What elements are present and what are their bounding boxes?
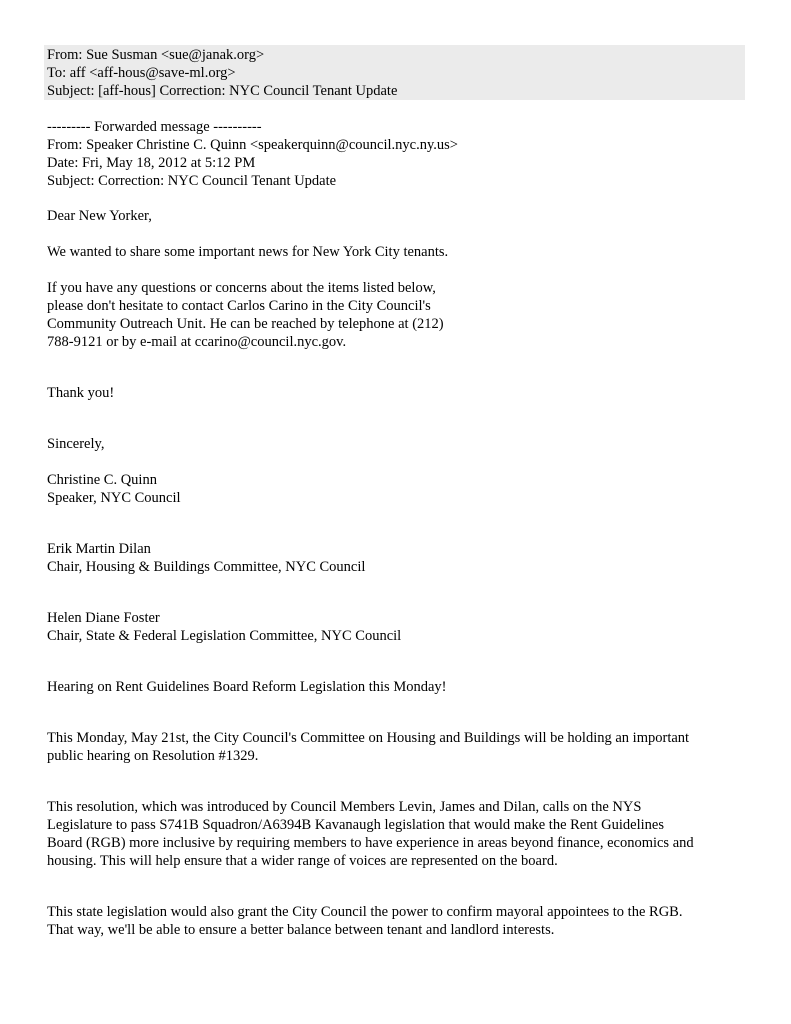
contact-line: If you have any questions or concerns about the items listed below, xyxy=(47,280,436,296)
header-from: From: Sue Susman <sue@janak.org> xyxy=(47,47,265,63)
contact-line: 788-9121 or by e-mail at ccarino@council.nyc.gov. xyxy=(47,334,347,350)
thanks: Thank you! xyxy=(47,385,115,401)
email-header xyxy=(44,45,745,100)
forwarded-separator: --------- Forwarded message ---------- xyxy=(47,119,262,135)
contact-line: Community Outreach Unit. He can be reached by telephone at (212) xyxy=(47,316,444,332)
contact-line: please don't hesitate to contact Carlos Carino in the City Council's xyxy=(47,298,431,314)
hearing-line: This Monday, May 21st, the City Council's Committee on Housing and Buildings will be holding an important xyxy=(47,730,690,746)
resolution-line: Legislature to pass S741B Squadron/A6394B Kavanaugh legislation that would make the Rent Guidelines xyxy=(47,817,664,833)
state-legislation-line: That way, we'll be able to ensure a better balance between tenant and landlord interests. xyxy=(47,922,555,938)
resolution-line: This resolution, which was introduced by Council Members Levin, James and Dilan, calls on the NYS xyxy=(47,799,642,815)
intro-paragraph: We wanted to share some important news for New York City tenants. xyxy=(47,244,449,260)
forwarded-from: From: Speaker Christine C. Quinn <speakerquinn@council.nyc.ny.us> xyxy=(47,137,458,153)
headline: Hearing on Rent Guidelines Board Reform Legislation this Monday! xyxy=(47,679,447,695)
resolution-line: Board (RGB) more inclusive by requiring members to have experience in areas beyond finance, economics and xyxy=(47,835,694,851)
state-legislation-line: This state legislation would also grant the City Council the power to confirm mayoral appointees to the RGB. xyxy=(47,904,683,920)
greeting: Dear New Yorker, xyxy=(47,208,152,224)
header-subject: Subject: [aff-hous] Correction: NYC Council Tenant Update xyxy=(47,83,398,99)
resolution-line: housing. This will help ensure that a wider range of voices are represented on the board. xyxy=(47,853,558,869)
hearing-line: public hearing on Resolution #1329. xyxy=(47,748,259,764)
forwarded-subject: Subject: Correction: NYC Council Tenant Update xyxy=(47,173,337,189)
forwarded-date: Date: Fri, May 18, 2012 at 5:12 PM xyxy=(47,155,256,171)
signatory-title: Chair, State & Federal Legislation Committee, NYC Council xyxy=(47,628,402,644)
signatory-name: Helen Diane Foster xyxy=(47,610,160,626)
signatory-title: Speaker, NYC Council xyxy=(47,490,181,506)
signatory-name: Erik Martin Dilan xyxy=(47,541,151,557)
header-to: To: aff <aff-hous@save-ml.org> xyxy=(47,65,236,81)
closing: Sincerely, xyxy=(47,436,105,452)
signatory-title: Chair, Housing & Buildings Committee, NYC Council xyxy=(47,559,366,575)
signatory-name: Christine C. Quinn xyxy=(47,472,157,488)
